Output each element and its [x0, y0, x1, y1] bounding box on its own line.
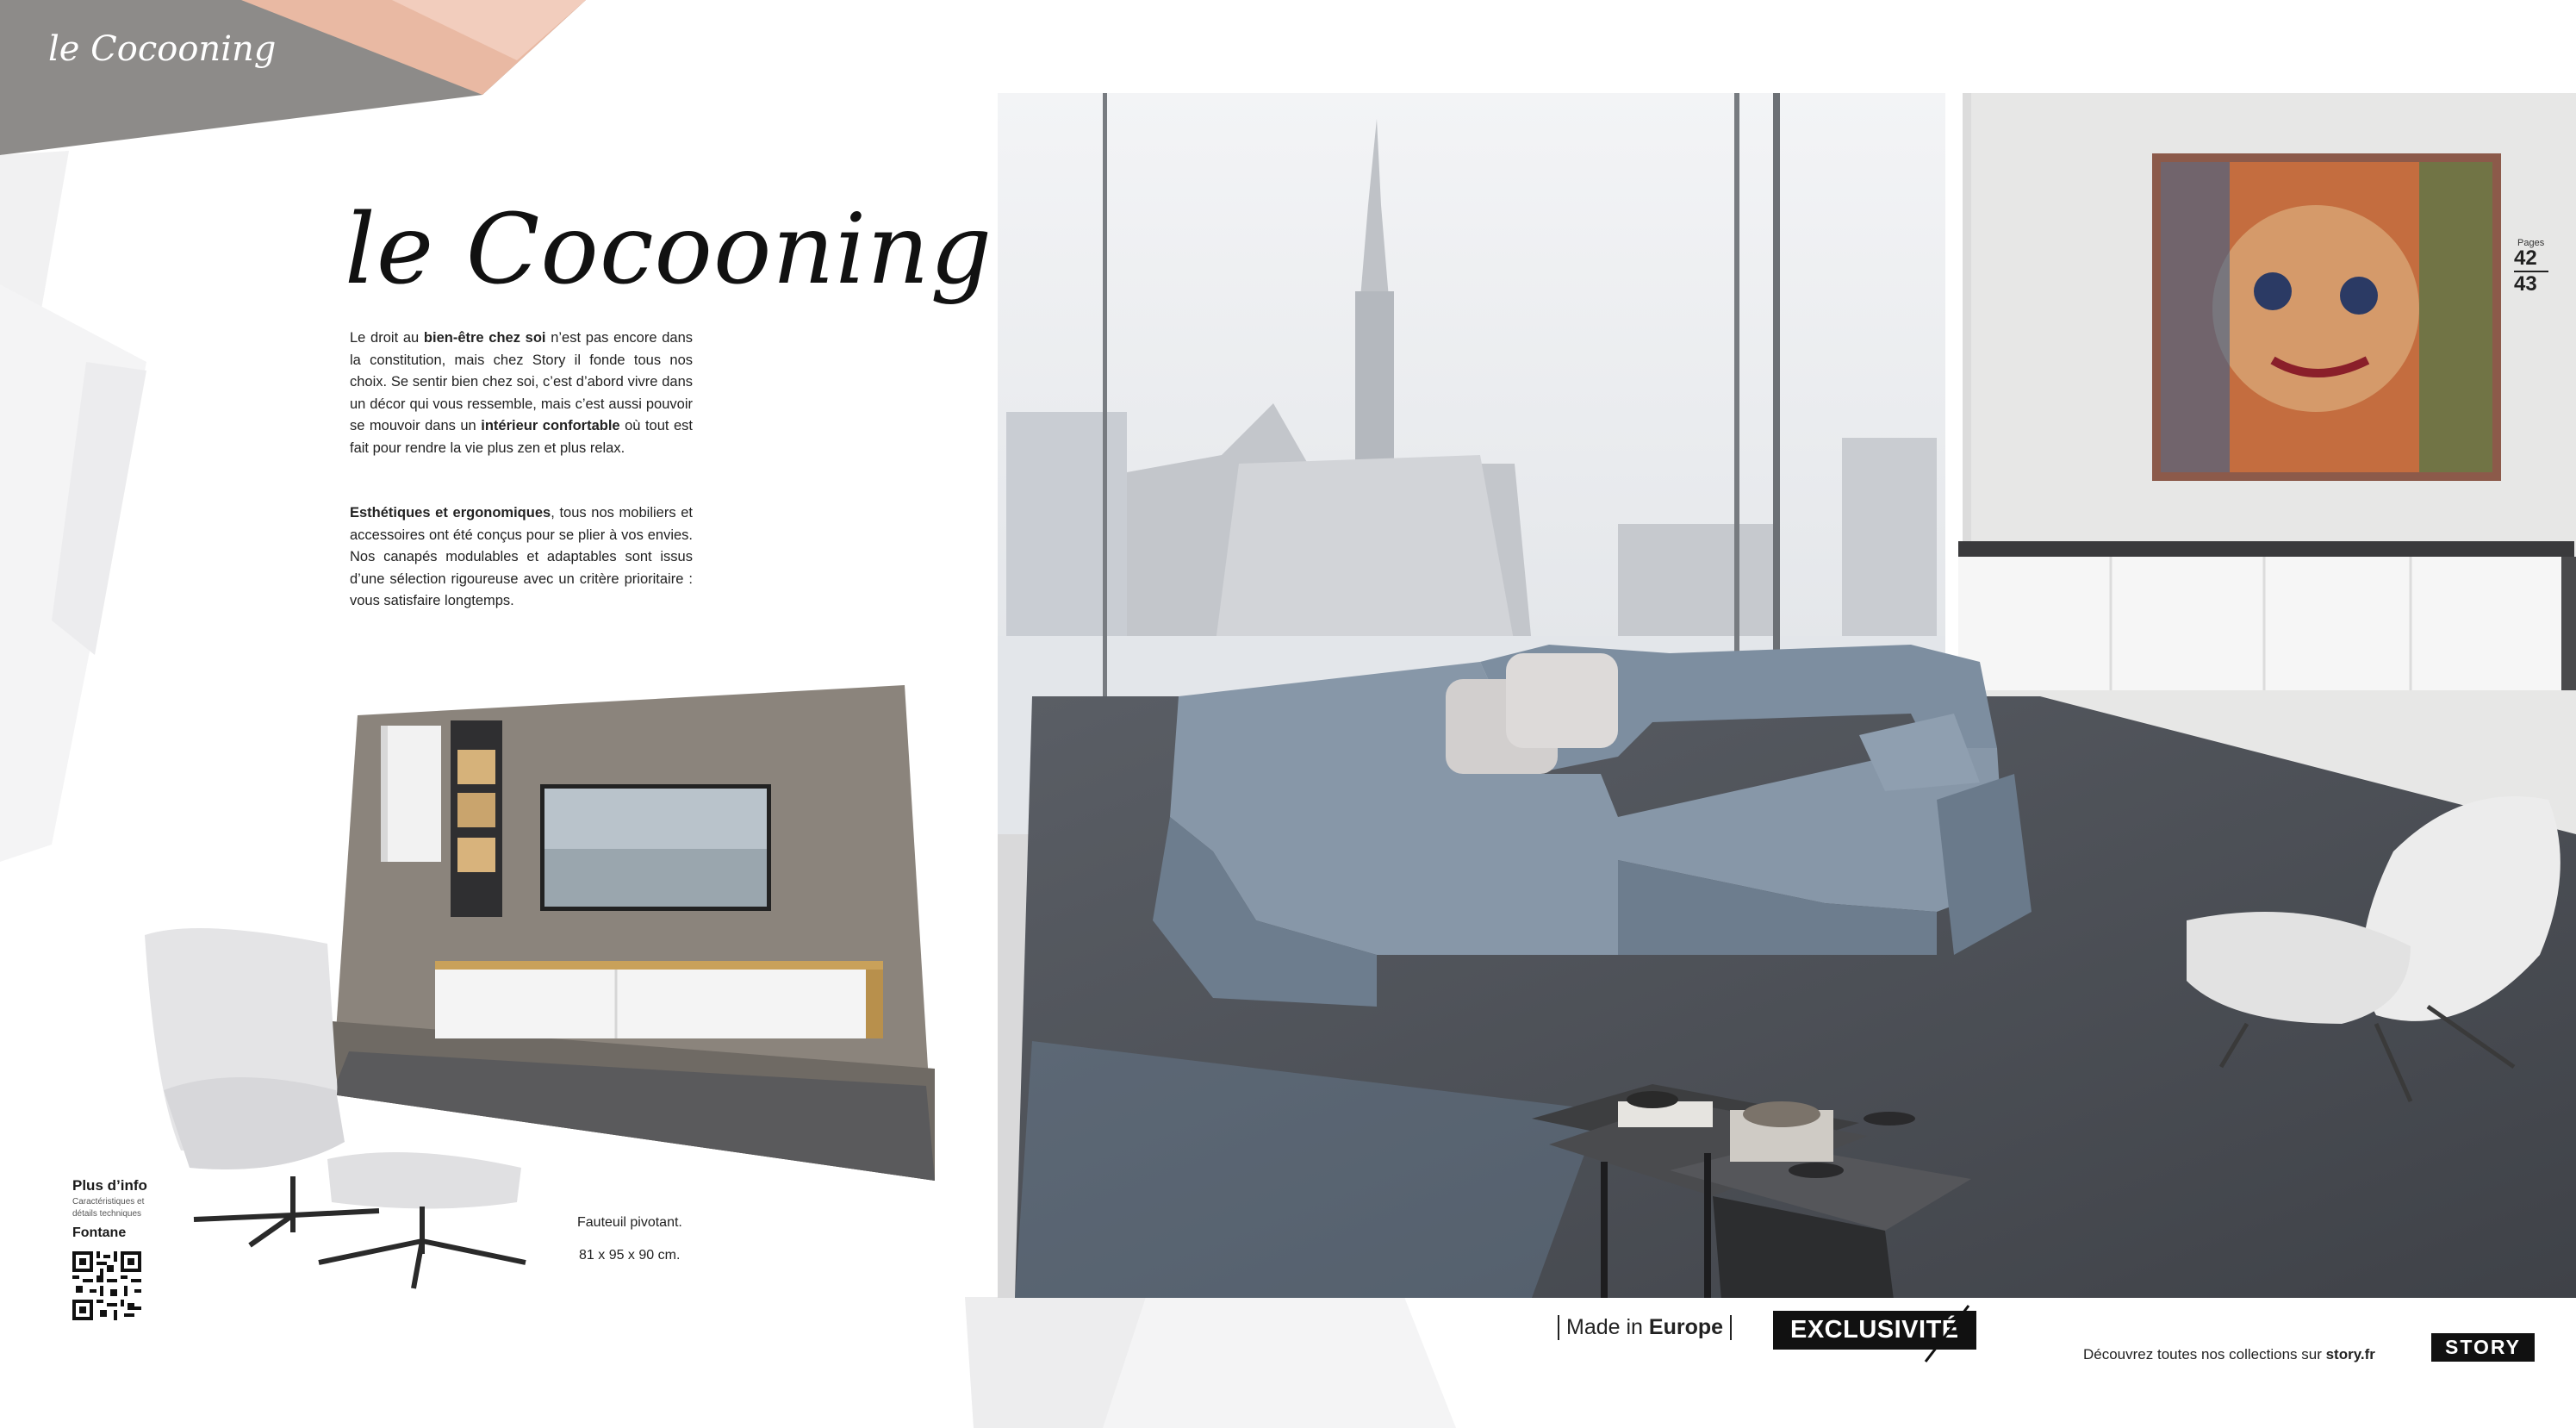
qr-code-icon[interactable] [72, 1251, 141, 1320]
exclusivite-slash-icon [1921, 1301, 1973, 1366]
chair-caption-dimensions: 81 x 95 x 90 cm. [579, 1248, 681, 1263]
more-info-title: Plus d’info [72, 1177, 147, 1194]
intro-paragraph: Le droit au bien-être chez soi n’est pas encore dans la constitution, mais chez Story il fonde tous nos choix. Se sentir bien chez soi, c’est d’abord vivre dans un décor qui vous ressemble, mais c’est aussi pouvoir se mouvoir dans un intérieur confortable où tout est fait pour rendre la vie plus zen et plus relax. [350, 330, 693, 456]
exclusivite-badge: EXCLUSIVITÉ [1773, 1311, 1976, 1350]
discover-collections-text: Découvrez toutes nos collections sur story.fr [2083, 1346, 2375, 1363]
more-info-subtitle: Caractéristiques et détails techniques [72, 1197, 145, 1219]
chair-caption-type: Fauteuil pivotant. [577, 1215, 682, 1230]
page-number-right: 43 [2514, 272, 2537, 296]
made-in-europe-badge: Made in Europe [1558, 1315, 1732, 1340]
ergonomic-paragraph: Esthétiques et ergonomiques, tous nos mobiliers et accessoires ont été conçus pour se plier à vos envies. Nos canapés modulables et adaptables sont issus d’une sélection rigoureuse avec un critère prioritaire : vous satisfaire longtemps. [350, 505, 693, 608]
story-website-link[interactable]: story.fr [2325, 1346, 2375, 1363]
armchair-fontane-image [129, 918, 534, 1297]
living-room-photo [998, 93, 2576, 1298]
pages-label: Pages [2517, 238, 2545, 248]
story-logo: STORY [2431, 1333, 2535, 1362]
page-title: le Cocooning [345, 194, 993, 306]
page-number-left: 42 [2514, 246, 2537, 270]
product-name: Fontane [72, 1225, 127, 1240]
brand-header-script: le Cocooning [48, 29, 277, 69]
